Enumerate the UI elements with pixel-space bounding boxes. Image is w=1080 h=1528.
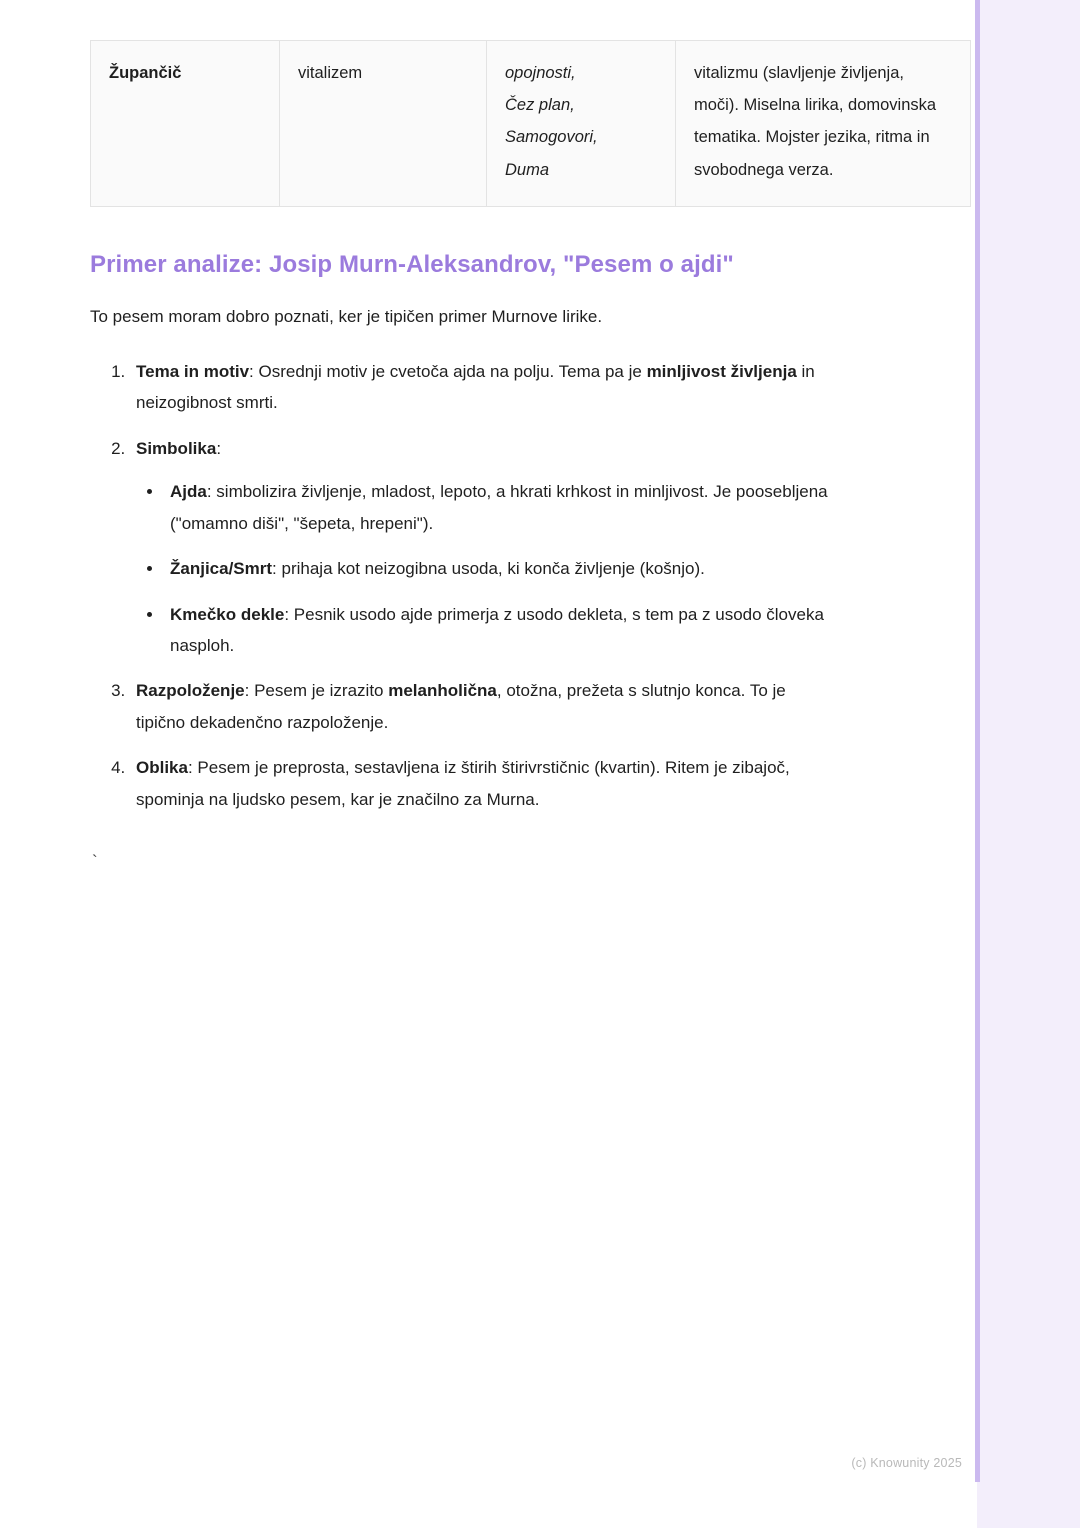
item-text-bold: melanholična [388,681,497,701]
table-cell-description: vitalizmu (slavljenje življenja, moči). Miselna lirika, domovinska tematika. Mojster jezika, ritma in svobodnega verza. [676,41,971,207]
table-cell-author: Župančič [91,41,280,207]
work-title-1: opojnosti, [505,64,576,82]
list-item-zanjica-smrt [164,553,830,584]
list-item-ajda [164,476,830,539]
list-item-tema-in-motiv [130,356,830,419]
footer-credit: (c) Knowunity 2025 [851,1456,962,1470]
sub-item-text: : simbolizira življenje, mladost, lepoto, a hkrati krhkost in minljivost. Je poosebljena ("omamno diši", "šepeta, hrepeni"). [170,482,828,533]
item-label: Simbolika [136,438,217,458]
sub-item-label: Kmečko dekle [170,604,285,624]
item-text-c: , otožna, prežeta s slutnjo konca. To je tipično dekadenčno razpoloženje. [136,681,786,732]
table-cell-movement: vitalizem [280,41,487,207]
item-colon: : [216,438,222,458]
item-label: Tema in motiv [136,361,250,381]
item-label: Razpoloženje [136,681,245,701]
list-item-kmecko-dekle [164,599,830,662]
document-content [90,40,937,872]
work-title-4: Duma [505,160,550,179]
table-cell-works [487,41,676,207]
section-intro: To pesem moram dobro poznati, ker je tipičen primer Murnove lirike. [90,306,603,326]
section-title: Primer analize: Josip Murn-Aleksandrov, "Pesem o ajdi" [90,250,734,278]
item-text: : Pesem je preprosta, sestavljena iz štirih štirivrstičnic (kvartin). Ritem je zibajoč, spominja na ljudsko pesem, kar je značilno za Murna. [136,758,790,809]
stray-backtick: ` [92,852,98,872]
right-margin-panel [977,0,1080,1528]
sub-item-text: : prihaja kot neizogibna usoda, ki konča življenje (košnjo). [272,559,705,579]
analysis-list [90,356,830,815]
list-item-simbolika [130,433,830,662]
item-text-c: in neizogibnost smrti. [136,361,815,413]
work-title-3: Samogovori, [505,128,598,147]
item-label: Oblika [136,758,188,778]
item-text-bold: minljivost življenja [646,361,797,381]
list-item-razpolozenje [130,675,830,738]
item-text-a: : Pesem je izrazito [244,681,389,701]
sub-item-label: Žanjica/Smrt [170,559,273,579]
work-title-2: Čez plan, [505,96,575,115]
sub-item-text: : Pesnik usodo ajde primerja z usodo dekleta, s tem pa z usodo človeka nasploh. [170,604,824,655]
authors-table [90,40,971,207]
symbolism-sublist [136,476,830,661]
sub-item-label: Ajda [170,482,207,502]
item-text-a: : Osrednji motiv je cvetoča ajda na polju. Tema pa je [249,361,647,381]
table-row [91,41,971,207]
list-item-oblika [130,752,830,815]
